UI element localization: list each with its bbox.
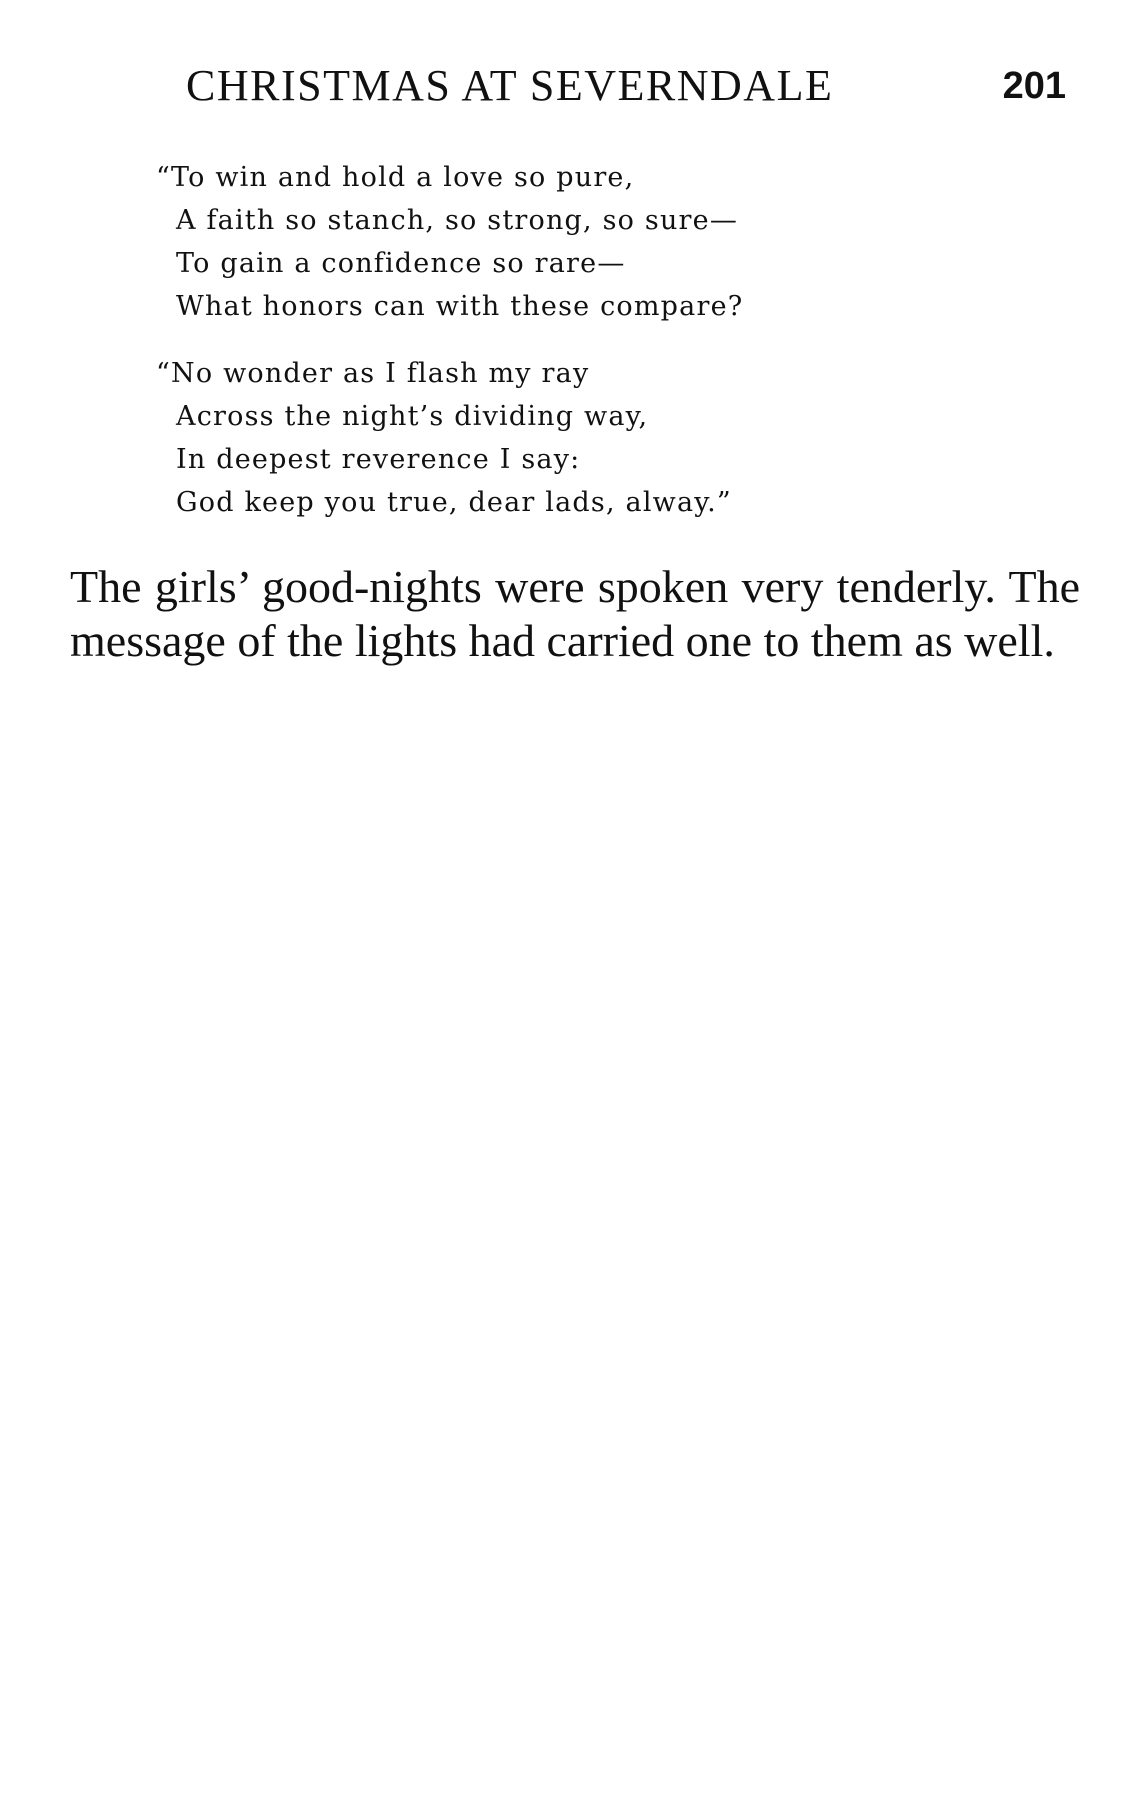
verse-line: To gain a confidence so rare— — [176, 248, 626, 279]
verse-line: What honors can with these compare? — [176, 291, 744, 322]
verse-line: Across the night’s dividing way, — [176, 401, 649, 432]
page-number: 201 — [1002, 65, 1066, 107]
verse-line: “To win and hold a love so pure, — [156, 162, 635, 193]
prose-paragraph: The girls’ good-nights were spoken very tenderly. The message of the lights had carried one to them as well. — [70, 561, 1080, 666]
poem-stanza — [150, 156, 743, 328]
running-title: CHRISTMAS AT SEVERNDALE — [186, 61, 834, 110]
verse-line: A faith so stanch, so strong, so sure— — [176, 205, 739, 236]
poem-stanza — [150, 352, 732, 524]
verse-line: “No wonder as I flash my ray — [156, 358, 590, 389]
verse-line: In deepest reverence I say: — [176, 444, 581, 475]
verse-line: God keep you true, dear lads, alway.” — [176, 487, 732, 518]
running-header — [186, 60, 1066, 116]
